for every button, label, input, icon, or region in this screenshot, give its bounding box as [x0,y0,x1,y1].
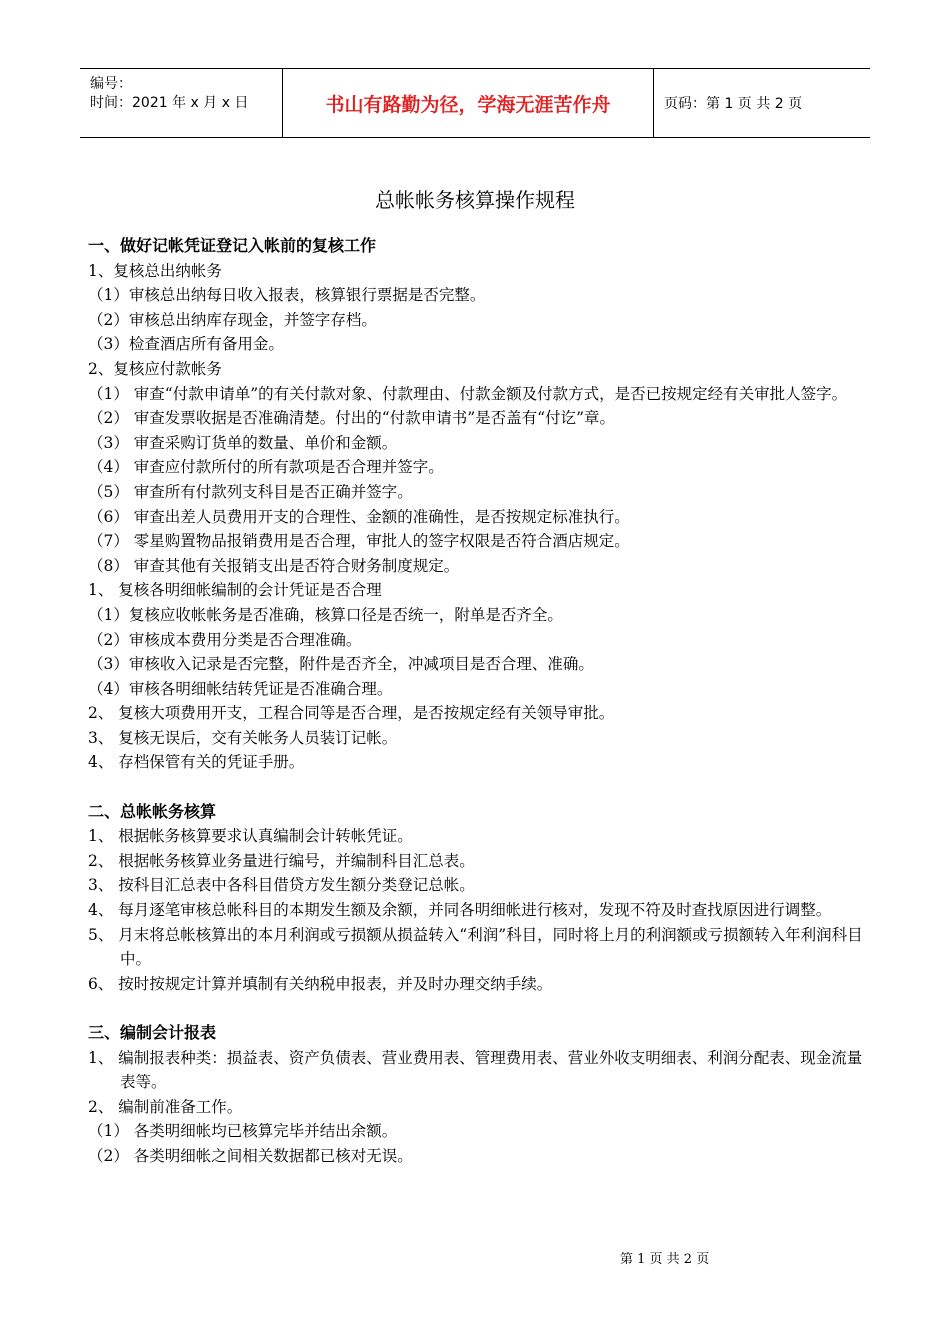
paragraph: （3）检查酒店所有备用金。 [88,335,284,354]
header-page-info: 页码：第 1 页 共 2 页 [664,96,803,112]
header-meta-cell [80,69,282,137]
section-2-heading: 二、总帐帐务核算 [88,801,217,821]
paragraph: 4、 每月逐笔审核总帐科目的本期发生额及余额，并同各明细帐进行核对，发现不符及时查找原因进行调整。 [88,901,832,920]
paragraph: 5、 月末将总帐核算出的本月利润或亏损额从损益转入“利润”科目，同时将上月的利润额或亏损额转入年利润科目中。 [88,925,863,969]
paragraph: （3） 审查采购订货单的数量、单价和金额。 [88,433,398,452]
paragraph: （8） 审查其他有关报销支出是否符合财务制度规定。 [88,556,460,575]
paragraph: （1）审核总出纳每日收入报表，核算银行票据是否完整。 [88,286,486,305]
paragraph: 3、 按科目汇总表中各科目借贷方发生额分类登记总帐。 [88,876,475,895]
paragraph: 1、复核总出纳帐务 [88,261,222,280]
paragraph: 1、 根据帐务核算要求认真编制会计转帐凭证。 [88,827,413,846]
paragraph: （3）审核收入记录是否完整，附件是否齐全，冲减项目是否合理、准确。 [88,655,594,674]
paragraph: 1、 复核各明细帐编制的会计凭证是否合理 [88,581,382,600]
paragraph: （5） 审查所有付款列支科目是否正确并签字。 [88,482,413,501]
paragraph: 2、 复核大项费用开支，工程合同等是否合理，是否按规定经有关领导审批。 [88,704,615,723]
paragraph: （2）审核总出纳库存现金，并签字存档。 [88,310,377,329]
time-label: 时间：2021 年 x 月 x 日 [90,95,249,111]
page-title: 总帐帐务核算操作规程 [375,188,575,212]
paragraph: （2） 审查发票收据是否准确清楚。付出的“付款申请书”是否盖有“付讫”章。 [88,409,615,428]
paragraph: （2）审核成本费用分类是否合理准确。 [88,630,362,649]
page-footer: 第 1 页 共 2 页 [620,1252,710,1267]
paragraph: 2、 根据帐务核算业务量进行编号，并编制科目汇总表。 [88,851,475,870]
number-label: 编号： [90,76,132,92]
paragraph: 1、 编制报表种类：损益表、资产负债表、营业费用表、管理费用表、营业外收支明细表、利润分配表、现金流量表等。 [88,1048,863,1092]
paragraph: 3、 复核无误后，交有关帐务人员装订记帐。 [88,728,398,747]
document-header [80,68,870,138]
paragraph: （2） 各类明细帐之间相关数据都已核对无误。 [88,1146,413,1165]
header-slogan: 书山有路勤为径，学海无涯苦作舟 [282,69,654,137]
paragraph: （1）复核应收帐帐务是否准确，核算口径是否统一，附单是否齐全。 [88,605,563,624]
paragraph: （6） 审查出差人员费用开支的合理性、金额的准确性，是否按规定标准执行。 [88,507,630,526]
paragraph: 6、 按时按规定计算并填制有关纳税申报表，并及时办理交纳手续。 [88,974,553,993]
paragraph: （4）审核各明细帐结转凭证是否准确合理。 [88,679,393,698]
paragraph: 4、 存档保管有关的凭证手册。 [88,753,305,772]
paragraph: （7） 零星购置物品报销费用是否合理，审批人的签字权限是否符合酒店规定。 [88,532,630,551]
paragraph: （1） 各类明细帐均已核算完毕并结出余额。 [88,1122,398,1141]
section-3-heading: 三、编制会计报表 [88,1023,217,1042]
paragraph: 2、复核应付款帐务 [88,359,222,378]
paragraph: （1） 审查“付款申请单”的有关付款对象、付款理由、付款金额及付款方式，是否已按规定经有关审批人签字。 [88,384,848,403]
document-body [88,234,868,1169]
paragraph: 2、 编制前准备工作。 [88,1097,243,1116]
paragraph: （4） 审查应付款所付的所有款项是否合理并签字。 [88,458,444,477]
section-1-heading: 一、做好记帐凭证登记入帐前的复核工作 [88,236,377,255]
